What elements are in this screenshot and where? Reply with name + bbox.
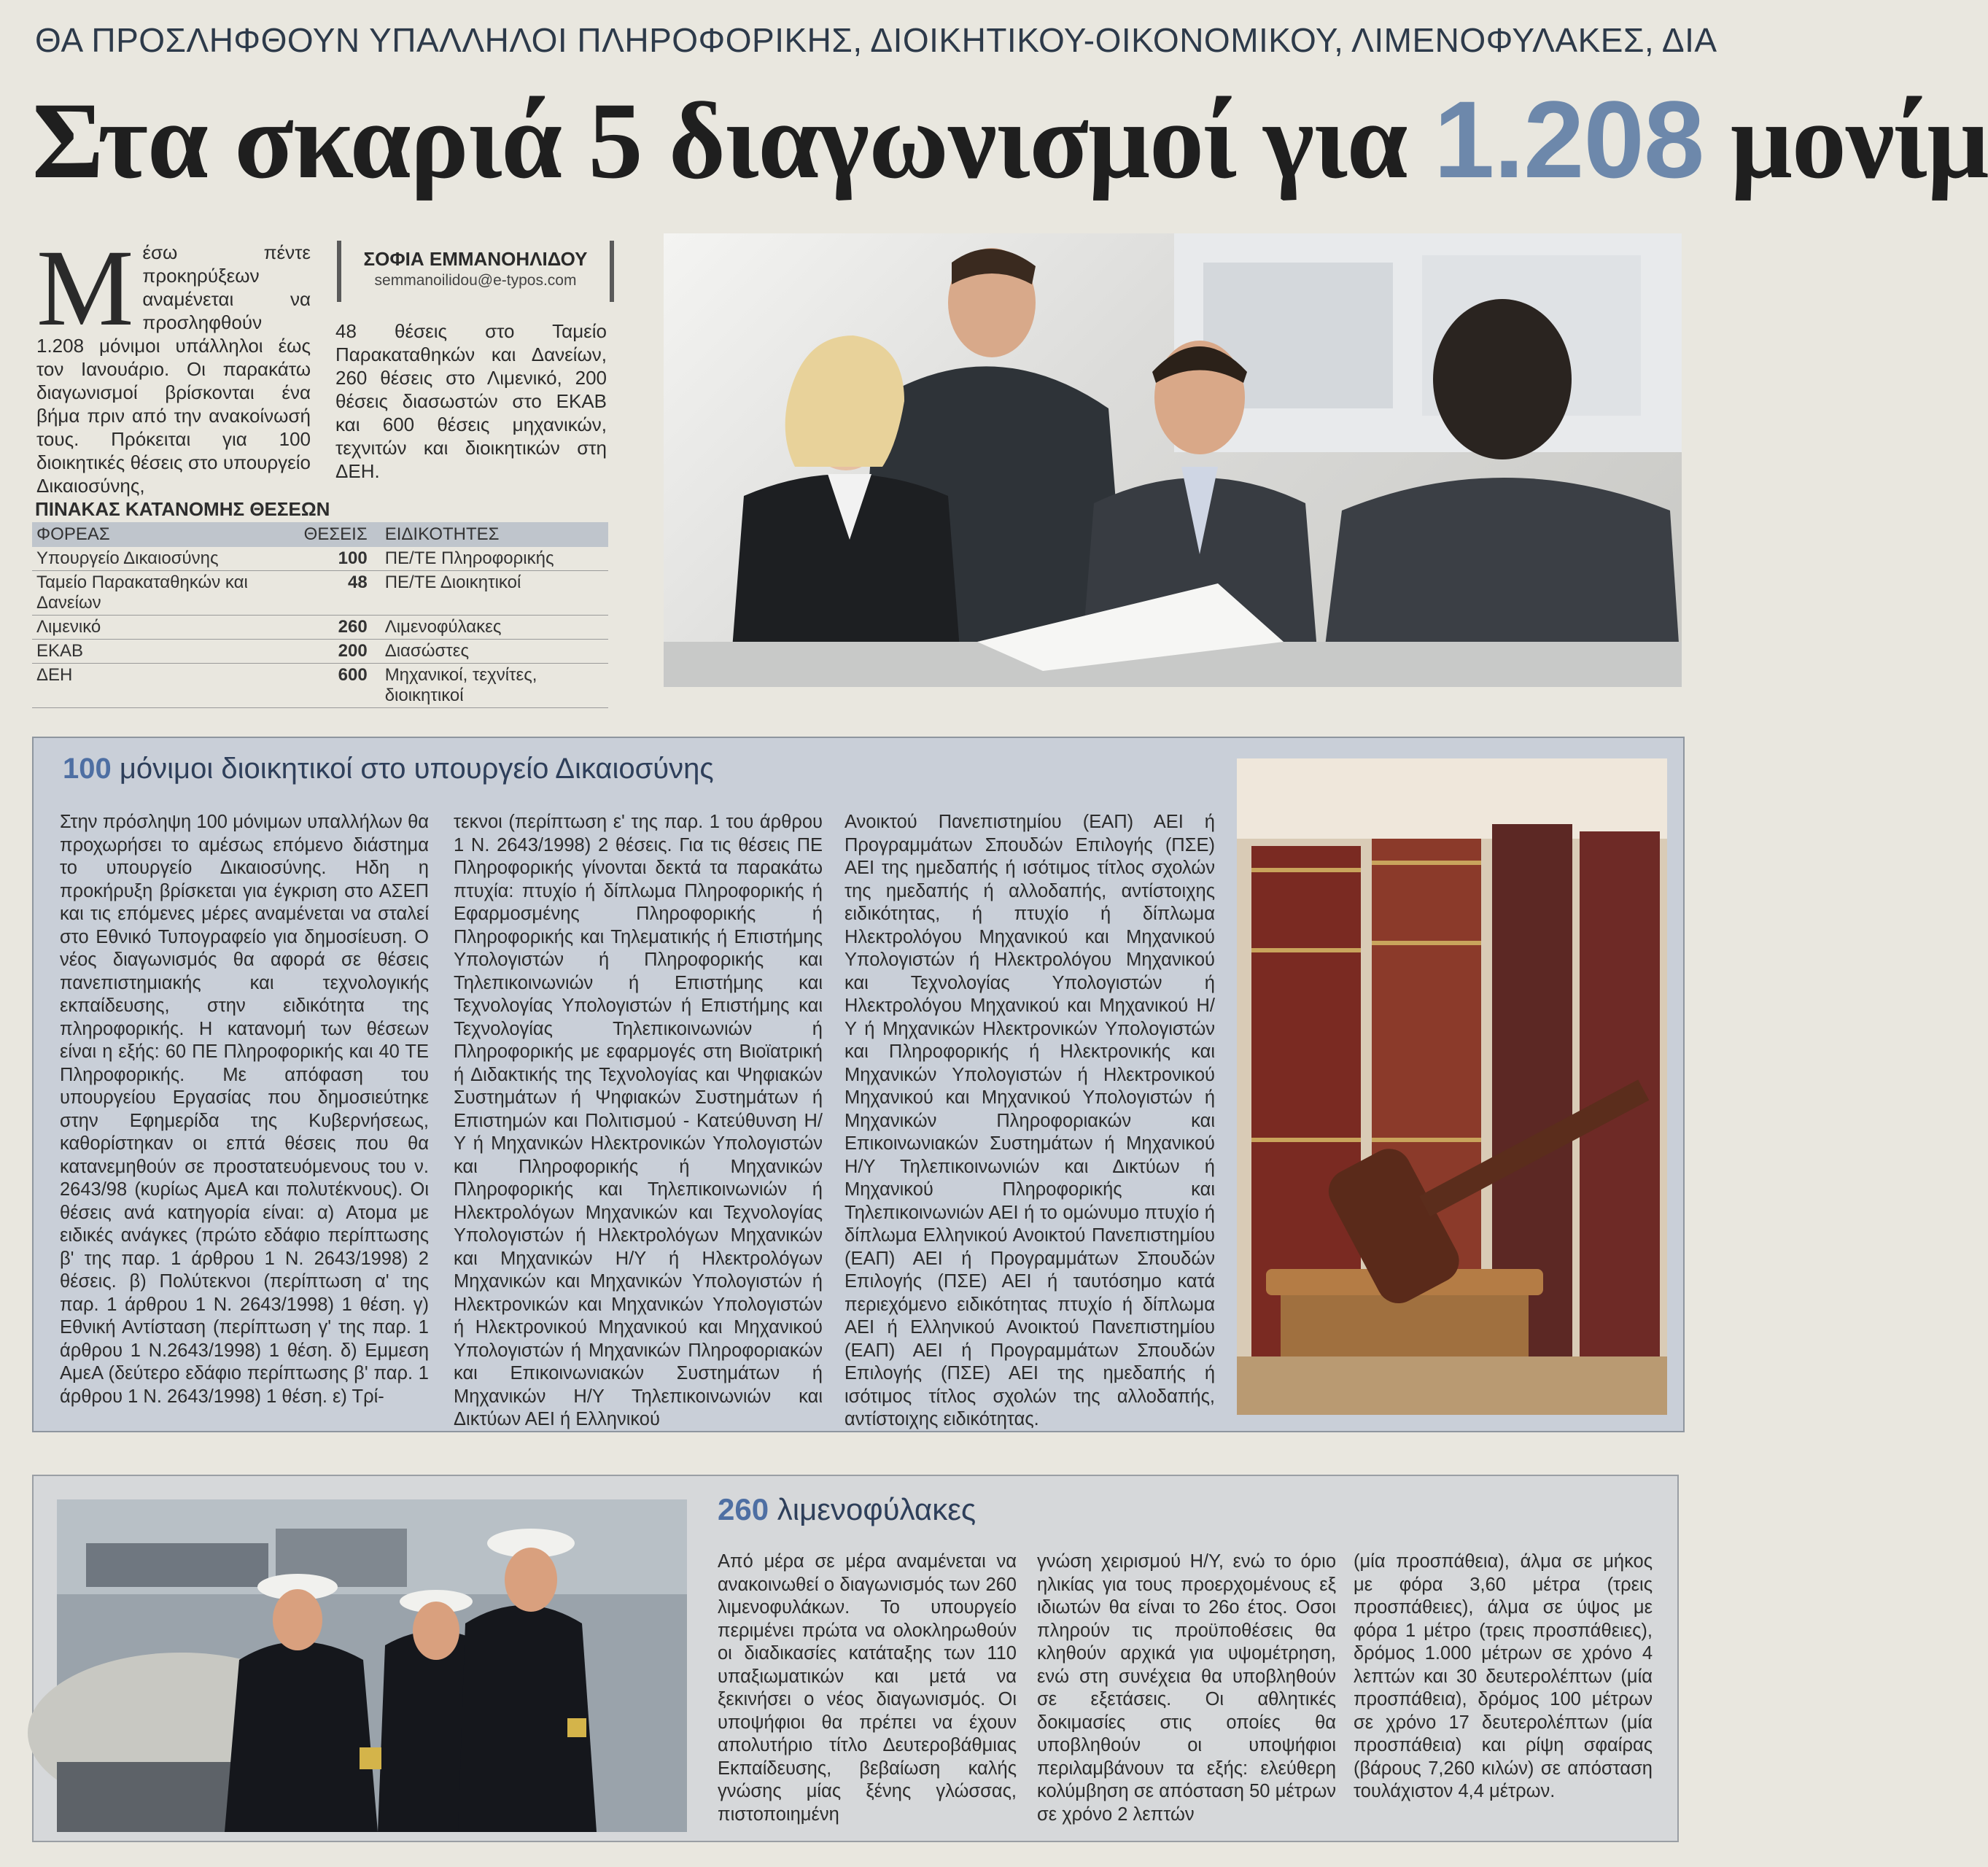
table-row	[32, 640, 608, 664]
headline	[32, 77, 1988, 203]
headline-text-start: Στα σκαριά 5 διαγωνισμοί για	[32, 80, 1434, 201]
table-row	[32, 547, 608, 571]
intro-column-1	[36, 228, 311, 497]
header-positions: ΘΕΣΕΙΣ	[300, 522, 381, 547]
table-row	[32, 616, 608, 640]
kicker: ΘΑ ΠΡΟΣΛΗΦΘΟΥΝ ΥΠΑΛΛΗΛΟΙ ΠΛΗΡΟΦΟΡΙΚΗΣ, ΔΙΟΙΚΗΤΙΚΟΥ-ΟΙΚΟΝΟΜΙΚΟΥ, ΛΙΜΕΝΟΦΥΛΑΚΕΣ, ΔΙΑ	[35, 21, 1717, 59]
coast-column-3: (μία προσπάθεια), άλμα σε μήκος με φόρα 3,60 μέτρα (τρεις προσπάθειες), άλμα σε ύψος με φόρα 1 μέτρο (τρεις προσπάθειες), δρόμος 1.000 μέτρων σε χρόνο 4 λεπτών και 30 δευτερολέπτων (μία προσπάθεια), δρόμος 100 μέτρων σε χρόνο 17 δευτερολέπτων (μία προσπάθεια) και ρίψη σφαίρας (βάρους 7,260 κιλών) σε απόσταση τουλάχιστον 4,4 μέτρων.	[1354, 1551, 1653, 1801]
cell-positions: 200	[300, 640, 381, 664]
coast-title-text: λιμενοφύλακες	[769, 1492, 976, 1526]
headline-text-end: μονίμ	[1704, 80, 1988, 201]
cell-specialty: ΠΕ/ΤΕ Διοικητικοί	[381, 571, 608, 616]
cell-specialty: Διασώστες	[381, 640, 608, 664]
coast-guard-photo	[57, 1499, 687, 1832]
gavel-books-photo	[1237, 758, 1667, 1415]
header-specialties: ΕΙΔΙΚΟΤΗΤΕΣ	[381, 522, 608, 547]
headline-number: 1.208	[1433, 78, 1704, 201]
cell-agency: Λιμενικό	[32, 616, 300, 640]
cell-positions: 260	[300, 616, 381, 640]
header-agency: ΦΟΡΕΑΣ	[32, 522, 300, 547]
cell-positions: 100	[300, 547, 381, 571]
author-email[interactable]: semmanoilidou@e-typos.com	[374, 272, 577, 289]
table-row	[32, 664, 608, 708]
justice-title-number: 100	[63, 753, 112, 785]
cell-agency: Ταμείο Παρακαταθηκών και Δανείων	[32, 571, 300, 616]
meeting-photo-illustration	[664, 233, 1682, 687]
intro-column-2	[335, 319, 607, 483]
intro-text-1: έσω πέντε προκηρύξεων αναμένεται να προσληφθούν 1.208 μόνιμοι υπάλληλοι έως τον Ιανουάριο. Οι παρακάτω διαγωνισμοί βρίσκονται ένα βήμα πριν από την ανακοίνωσή τους. Πρόκειται για 100 διοικητικές θέσεις στο υπουργείο Δικαιοσύνης,	[36, 241, 311, 497]
justice-column-2: τεκνοι (περίπτωση ε' της παρ. 1 του άρθρου 1 Ν. 2643/1998) 2 θέσεις. Για τις θέσεις ΠΕ Πληροφορικής γίνονται δεκτά τα παρακάτω πτυχία: πτυχίο ή δίπλωμα Πληροφορικής ή Εφαρμοσμένης Πληροφορικής ή Πληροφορικής και Τηλεματικής ή Επιστήμης Υπολογιστών ή Πληροφορικής και Τηλεπικοινωνιών ή Επιστήμης και Τεχνολογίας Υπολογιστών ή Επιστήμης και Τεχνολογίας Τηλεπικοινωνιών ή Πληροφορικής με εφαρμογές στη Βιοϊατρική ή Διδακτικής της Τεχνολογίας και Ψηφιακών Συστημάτων ή Ψηφιακών Συστημάτων ή Επιστημών και Πολιτισμού - Κατεύθυνση Η/Υ ή Μηχανικών Ηλεκτρονικών Υπολογιστών και Πληροφορικής ή Μηχανικών Πληροφορικής και Τηλεπικοινωνιών ή Ηλεκτρολόγων Μηχανικών και Τεχνολογίας Υπολογιστών ή Ηλεκτρολόγων Μηχανικών και Μηχανικών Η/Υ ή Ηλεκτρολόγων Μηχανικών και Μηχανικών Υπολογιστών ή Ηλεκτρονικών και Μηχανικών Υπολογιστών ή Ηλεκτρονικού Μηχανικού και Μηχανικού Υπολογιστών ή Μηχανικών Πληροφοριακών και Επικοινωνιακών Συστημάτων ή Μηχανικών Η/Υ Τηλεπικοινωνιών και Δικτύων ΑΕΙ ή Ελληνικού	[454, 812, 823, 1429]
cell-positions: 48	[300, 571, 381, 616]
cell-agency: ΔΕΗ	[32, 664, 300, 708]
meeting-photo	[664, 233, 1682, 687]
cell-specialty: ΠΕ/ΤΕ Πληροφορικής	[381, 547, 608, 571]
cell-specialty: Μηχανικοί, τεχνίτες, διοικητικοί	[381, 664, 608, 708]
cell-positions: 600	[300, 664, 381, 708]
drop-cap: Μ	[36, 228, 134, 349]
cell-specialty: Λιμενοφύλακες	[381, 616, 608, 640]
table-row	[32, 571, 608, 616]
justice-section-title	[63, 753, 714, 785]
coast-guard-section	[32, 1475, 1679, 1842]
coast-guard-section-title	[718, 1492, 976, 1527]
intro-text-2: 48 θέσεις στο Ταμείο Παρακαταθηκών και Δανείων, 260 θέσεις στο Λιμενικό, 200 θέσεις διασωστών στο ΕΚΑΒ και 600 θέσεις μηχανικών, τεχνιτών και διοικητικών στη ΔΕΗ.	[335, 320, 607, 482]
allocation-table	[32, 522, 608, 708]
justice-ministry-section	[32, 737, 1685, 1432]
table-title: ΠΙΝΑΚΑΣ ΚΑΤΑΝΟΜΗΣ ΘΕΣΕΩΝ	[35, 498, 330, 520]
coast-guard-illustration	[57, 1499, 687, 1832]
table-header-row	[32, 522, 608, 547]
author-name: ΣΟΦΙΑ ΕΜΜΑΝΟΗΛΙΔΟΥ	[363, 248, 588, 270]
justice-column-3: Ανοικτού Πανεπιστημίου (ΕΑΠ) ΑΕΙ ή Προγραμμάτων Σπουδών Επιλογής (ΠΣΕ) ΑΕΙ της ημεδαπής ή ισότιμος τίτλος σχολών της ημεδαπής ή αλλοδαπής, αντίστοιχης ειδικότητας, ή πτυχίο ή δίπλωμα Ηλεκτρολόγου Μηχανικού και Μηχανικού Υπολογιστών ή Ηλεκτρολόγου Μηχανικού και Τεχνολογίας Υπολογιστών ή Ηλεκτρολόγου Μηχανικού και Μηχανικού Η/Υ ή Μηχανικών Ηλεκτρονικών Υπολογιστών και Πληροφορικής ή Ηλεκτρονικής και Μηχανικών Υπολογιστών ή Ηλεκτρονικού Μηχανικού και Μηχανικού Υπολογιστών ή Μηχανικών Πληροφοριακών και Επικοινωνιακών Συστημάτων ή Μηχανικού Η/Υ Τηλεπικοινωνιών και Δικτύων ή Μηχανικού Πληροφορικής και Τηλεπικοινωνιών ΑΕΙ ή το ομώνυμο πτυχίο ή δίπλωμα Ελληνικού Ανοικτού Πανεπιστημίου (ΕΑΠ) ΑΕΙ ή Προγραμμάτων Σπουδών Επιλογής (ΠΣΕ) ΑΕΙ ή ταυτόσημο κατά περιεχόμενο ειδικότητας πτυχίο ή δίπλωμα ΑΕΙ ή Ελληνικού Ανοικτού Πανεπιστημίου (ΕΑΠ) ΑΕΙ ή Προγραμμάτων Σπουδών Επιλογής (ΠΣΕ) ΑΕΙ της ημεδαπής ή ισότιμος τίτλος σχολών της αλλοδαπής, αντίστοιχης ειδικότητας.	[844, 812, 1215, 1429]
coast-column-2: γνώση χειρισμού Η/Υ, ενώ το όριο ηλικίας για τους προερχομένους εξ ιδιωτών θα είναι το 26ο έτος. Οσοι πληρούν τις προϋποθέσεις θα κληθούν αρχικά για υψομέτρηση, ενώ στη συνέχεια θα υποβληθούν σε εξετάσεις. Οι αθλητικές δοκιμασίες στις οποίες θα υποβληθούν οι υποψήφιοι περιλαμβάνουν τα εξής: ελεύθερη κολύμβηση σε απόσταση 50 μέτρων σε χρόνο 2 λεπτών	[1037, 1551, 1336, 1825]
justice-column-1: Στην πρόσληψη 100 μόνιμων υπαλλήλων θα προχωρήσει το αμέσως επόμενο διάστημα το υπουργείο Δικαιοσύνης. Ηδη η προκήρυξη βρίσκεται για έγκριση στο ΑΣΕΠ και τις επόμενες μέρες αναμένεται να σταλεί στο Εθνικό Τυπογραφείο για δημοσίευση. Ο νέος διαγωνισμός θα αφορά σε θέσεις πανεπιστημιακής και τεχνολογικής εκπαίδευσης, στην ειδικότητα της πληροφορικής. Η κατανομή των θέσεων είναι η εξής: 60 ΠΕ Πληροφορικής και 40 ΤΕ Πληροφορικής. Με απόφαση του υπουργείου Εργασίας που δημοσιεύτηκε στην Εφημερίδα της Κυβερνήσεως, καθορίστηκαν οι επτά θέσεις που θα κατανεμηθούν σε προστατευόμενους του ν. 2643/98 (κυρίως ΑμεΑ και πολυτέκνους). Οι θέσεις ανά κατηγορία είναι: α) Ατομα με ειδικές ανάγκες (πρώτο εδάφιο περίπτωσης β' της παρ. 1 άρθρου 1 Ν. 2643/1998) 2 θέσεις. β) Πολύτεκνοι (περίπτωση α' της παρ. 1 άρθρου 1 Ν. 2643/1998) 1 θέση. γ) Εθνική Αντίσταση (περίπτωση γ' της παρ. 1 άρθρου 1 Ν.2643/1998) 1 θέση. δ) Εμμεση ΑμεΑ (δεύτερο εδάφιο περίπτωσης β' παρ. 1 άρθρου 1 Ν. 2643/1998) 1 θέση. ε) Τρί-	[60, 812, 429, 1407]
cell-agency: Υπουργείο Δικαιοσύνης	[32, 547, 300, 571]
coast-column-1: Από μέρα σε μέρα αναμένεται να ανακοινωθεί ο διαγωνισμός των 260 λιμενοφυλάκων. Το υπουργείο περιμένει πρώτα να ολοκληρωθούν οι διαδικασίες κατάταξης των 110 υπαξιωματικών και μετά να ξεκινήσει ο νέος διαγωνισμός. Οι υποψήφιοι θα πρέπει να έχουν απολυτήριο τίτλο Δευτεροβάθμιας Εκπαίδευσης, βεβαίωση καλής γνώσης μίας ξένης γλώσσας, πιστοποιημένη	[718, 1551, 1017, 1825]
justice-title-text: μόνιμοι διοικητικοί στο υπουργείο Δικαιοσύνης	[111, 753, 714, 785]
cell-agency: ΕΚΑΒ	[32, 640, 300, 664]
byline	[337, 241, 614, 302]
gavel-illustration	[1237, 758, 1667, 1415]
coast-title-number: 260	[718, 1492, 769, 1526]
